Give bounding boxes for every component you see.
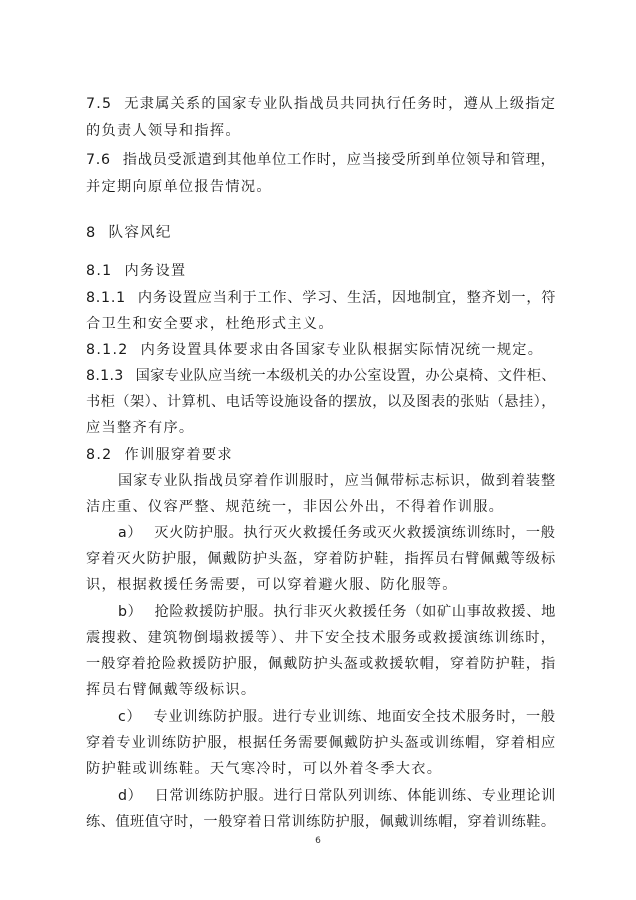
item-text: 灭火防护服。执行灭火救援任务或灭火救援演练训练时，一般 (154, 525, 556, 541)
page-number: 6 (315, 836, 321, 846)
item-label: c） (118, 709, 142, 725)
item-c-cont (86, 733, 556, 753)
item-text: 抢险救援防护服。执行非灭火救援任务（如矿山事故救援、地 (154, 604, 556, 620)
clause-7-5 (86, 94, 556, 114)
paragraph-8-2-cont (86, 497, 504, 517)
item-b-cont (86, 628, 556, 648)
clause-7-6 (86, 150, 556, 170)
clause-8-1-3-cont (86, 392, 556, 412)
item-text: 防护鞋或训练鞋。天气寒冷时，可以外着冬季大衣。 (86, 761, 443, 777)
clause-number: 8.1.3 (86, 368, 124, 384)
item-d-cont (86, 812, 556, 832)
item-label: a） (118, 525, 143, 541)
section-title: 队容风纪 (108, 225, 172, 241)
item-text: 练、值班值守时，一般穿着日常训练防护服，佩戴训练帽，穿着训练鞋。 (86, 814, 556, 830)
clause-text: 无隶属关系的国家专业队指战员共同执行任务时，遵从上级指定 (124, 96, 557, 112)
item-c (118, 707, 556, 727)
clause-number: 7.6 (86, 152, 111, 168)
item-text: 识，根据救援任务需要，可以穿着避火服、防化服等。 (86, 577, 458, 593)
clause-7-6-cont (86, 177, 272, 197)
clause-8-1-1 (86, 288, 556, 308)
clause-8-1-1-cont (86, 314, 334, 334)
clause-8-1-3-cont (86, 418, 194, 438)
paragraph-text: 国家专业队指战员穿着作训服时，应当佩带标志标识，做到着装整 (118, 473, 557, 489)
item-b-cont (86, 680, 256, 700)
clause-title: 内务设置 (124, 263, 187, 279)
item-a-cont (86, 575, 458, 595)
clause-text: 内务设置应当利于工作、学习、生活，因地制宜，整齐划一，符 (137, 290, 557, 306)
item-text: 挥员右臂佩戴等级标识。 (86, 682, 257, 698)
clause-text: 合卫生和安全要求，杜绝形式主义。 (86, 316, 334, 332)
item-text: 专业训练防护服。进行专业训练、地面安全技术服务时，一般 (153, 709, 556, 725)
clause-text: 国家专业队应当统一本级机关的办公室设置，办公桌椅、文件柜、 (135, 368, 556, 384)
clause-8-1-2 (86, 340, 543, 360)
clause-text: 并定期向原单位报告情况。 (86, 179, 272, 195)
item-c-cont (86, 759, 442, 779)
item-label: b） (118, 604, 143, 620)
clause-8-2 (86, 445, 233, 465)
clause-number: 8.2 (86, 447, 113, 463)
item-b (118, 602, 556, 622)
clause-8-1-3 (86, 366, 556, 386)
item-text: 穿着灭火防护服，佩戴防护头盔，穿着防护鞋，指挥员右臂佩戴等级标 (86, 551, 557, 567)
item-text: 穿着专业训练防护服，根据任务需要佩戴防护头盔或训练帽，穿着相应 (86, 735, 557, 751)
item-a-cont (86, 549, 556, 569)
paragraph-text: 洁庄重、仪容严整、规范统一，非因公外出，不得着作训服。 (86, 499, 505, 515)
section-number: 8 (86, 225, 97, 241)
clause-number: 8.1 (86, 263, 113, 279)
item-a (118, 523, 556, 543)
item-text: 震搜救、建筑物倒塌救援等）、井下安全技术服务或救援演练训练时， (86, 630, 557, 646)
item-b-cont (86, 654, 556, 674)
section-heading-8 (86, 223, 172, 243)
paragraph-8-2 (118, 471, 556, 491)
item-d (118, 786, 556, 806)
clause-7-5-cont (86, 121, 241, 141)
clause-text: 指战员受派遣到其他单位工作时，应当接受所到单位领导和管理， (122, 152, 556, 168)
clause-text: 应当整齐有序。 (86, 420, 195, 436)
item-label: d） (118, 788, 143, 804)
clause-text: 内务设置具体要求由各国家专业队根据实际情况统一规定。 (140, 342, 544, 358)
clause-8-1 (86, 261, 186, 281)
clause-title: 作训服穿着要求 (124, 447, 233, 463)
clause-text: 的负责人领导和指挥。 (86, 123, 241, 139)
item-text: 一般穿着抢险救援防护服，佩戴防护头盔或救援软帽，穿着防护鞋，指 (86, 656, 557, 672)
clause-number: 7.5 (86, 96, 113, 112)
clause-number: 8.1.2 (86, 342, 129, 358)
item-text: 日常训练防护服。进行日常队列训练、体能训练、专业理论训 (154, 788, 556, 804)
clause-text: 书柜（架）、计算机、电话等设施设备的摆放，以及图表的张贴（悬挂）， (86, 394, 556, 410)
clause-number: 8.1.1 (86, 290, 126, 306)
